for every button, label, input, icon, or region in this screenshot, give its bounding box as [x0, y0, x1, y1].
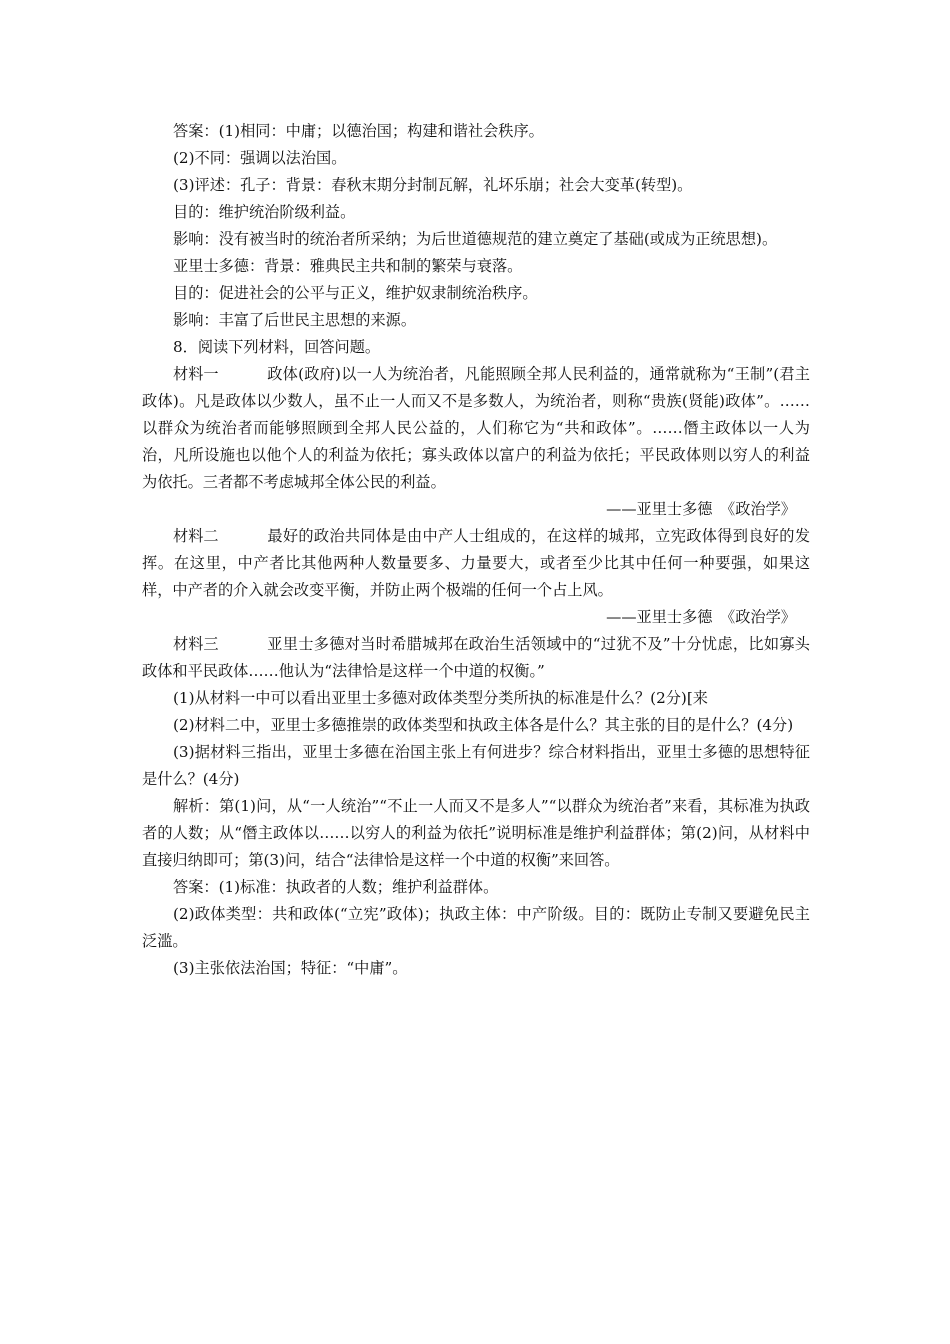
question-1: (1)从材料一中可以看出亚里士多德对政体类型分类所执的标准是什么？(2分)[来 — [173, 689, 708, 707]
answer-line-6: 亚里士多德：背景：雅典民主共和制的繁荣与衰落。 — [173, 257, 523, 275]
answer-line-3: (3)评述：孔子：背景：春秋末期分封制瓦解，礼坏乐崩；社会大变革(转型)。 — [173, 176, 693, 194]
document-body — [142, 118, 810, 982]
question-3: (3)据材料三指出，亚里士多德在治国主张上有何进步？综合材料指出，亚里士多德的思想特征是什么？(4分) — [142, 743, 810, 788]
final-answer-1: 答案：(1)标准：执政者的人数；维护利益群体。 — [173, 878, 499, 896]
question-2: (2)材料二中，亚里士多德推崇的政体类型和执政主体各是什么？其主张的目的是什么？(4分) — [173, 716, 794, 734]
question-8-heading: 8．阅读下列材料，回答问题。 — [173, 338, 381, 356]
material-1 — [142, 361, 810, 496]
analysis: 解析：第(1)问，从“一人统治”“不止一人而又不是多人”“以群众为统治者”来看，其标准为执政者的人数；从“僭主政体以……以穷人的利益为依托”说明标准是维护利益群体；第(2)问，从材料中直接归纳即可；第(3)问，结合“法律恰是这样一个中道的权衡”来回答。 — [142, 797, 810, 869]
material-1-label: 材料一 — [173, 365, 219, 383]
answer-line-4: 目的：维护统治阶级利益。 — [173, 203, 356, 221]
final-answer-2: (2)政体类型：共和政体(“立宪”政体)；执政主体：中产阶级。目的：既防止专制又要避免民主泛滥。 — [142, 905, 810, 950]
material-1-text: 政体(政府)以一人为统治者，凡能照顾全邦人民利益的，通常就称为“王制”(君主政体)。凡是政体以少数人，虽不止一人而又不是多数人，为统治者，则称“贵族(贤能)政体”。……以群众为统治者而能够照顾到全邦人民公益的，人们称它为“共和政体”。……僭主政体以一人为治，凡所设施也以他个人的利益为依托；寡头政体以富户的利益为依托；平民政体则以穷人的利益为依托。三者都不考虑城邦全体公民的利益。 — [142, 365, 810, 491]
material-3 — [142, 631, 810, 685]
final-answer-3: (3)主张依法治国；特征：“中庸”。 — [173, 959, 408, 977]
material-2 — [142, 523, 810, 604]
material-2-label: 材料二 — [173, 527, 219, 545]
material-3-text: 亚里士多德对当时希腊城邦在政治生活领域中的“过犹不及”十分忧虑，比如寡头政体和平民政体……他认为“法律恰是这样一个中道的权衡。” — [142, 635, 810, 680]
material-3-label: 材料三 — [173, 635, 219, 653]
material-2-text: 最好的政治共同体是由中产人士组成的，在这样的城邦，立宪政体得到良好的发挥。在这里，中产者比其他两种人数量要多、力量要大，或者至少比其中任何一种要强，如果这样，中产者的介入就会改变平衡，并防止两个极端的任何一个占上风。 — [142, 527, 810, 599]
answer-line-7: 目的：促进社会的公平与正义，维护奴隶制统治秩序。 — [173, 284, 538, 302]
material-1-source: ——亚里士多德 《政治学》 — [606, 500, 796, 518]
answer-line-8: 影响：丰富了后世民主思想的来源。 — [173, 311, 416, 329]
material-2-source: ——亚里士多德 《政治学》 — [606, 608, 796, 626]
answer-line-5: 影响：没有被当时的统治者所采纳；为后世道德规范的建立奠定了基础(或成为正统思想)。 — [173, 230, 778, 248]
answer-line-1: 答案：(1)相同：中庸；以德治国；构建和谐社会秩序。 — [173, 122, 544, 140]
answer-line-2: (2)不同：强调以法治国。 — [173, 149, 347, 167]
